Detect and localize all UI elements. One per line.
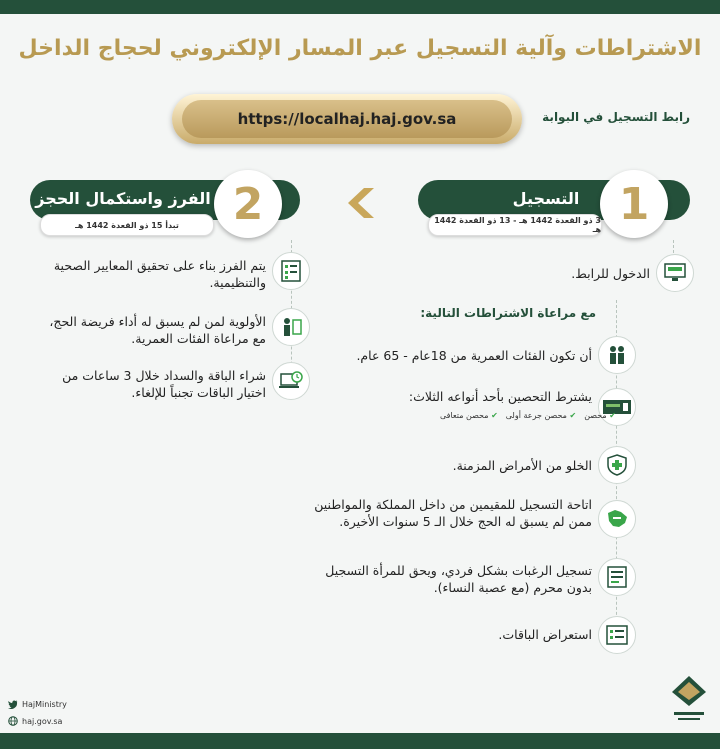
step1-number-circle: [600, 170, 668, 238]
vaccine-option: ✔ محصن جرعة أولى: [505, 411, 577, 420]
people-icon: [598, 336, 636, 374]
monitor-icon: [656, 254, 694, 292]
top-bar: [0, 0, 720, 14]
twitter-icon: [8, 700, 18, 709]
saudi-map-icon: [598, 500, 636, 538]
step1-item-login: الدخول للرابط.: [571, 266, 650, 281]
portal-label: رابط التسجيل في البوابة: [542, 110, 690, 124]
page-title: الاشتراطات وآلية التسجيل عبر المسار الإلكتروني لحجاج الداخل: [18, 36, 702, 61]
vaccine-options: [440, 411, 616, 420]
step1-item-preferences: تسجيل الرغبات بشكل فردي، ويحق للمرأة التسجيل بدون محرم (مع عصبة النساء).: [325, 563, 592, 595]
twitter-link[interactable]: [8, 700, 67, 709]
step2-item-sorting: يتم الفرز بناء على تحقيق المعايير الصحية والتنظيمية.: [53, 258, 266, 290]
checklist-icon: [272, 252, 310, 290]
website-link[interactable]: [8, 716, 62, 726]
vaccine-option-label: محصن متعافى: [440, 411, 489, 420]
website-url: haj.gov.sa: [22, 716, 63, 726]
vaccine-option-label: محصن جرعة أولى: [505, 411, 567, 420]
step1-item-age: أن تكون الفئات العمرية من 18عام - 65 عام.: [356, 348, 592, 363]
chevron-left-icon: [344, 186, 378, 220]
vaccine-option-label: محصن: [584, 411, 607, 420]
person-checklist-icon: [272, 308, 310, 346]
url-pill[interactable]: [172, 94, 522, 144]
step2-number: 2: [232, 178, 264, 230]
step2-title: الفرز واستكمال الحجز: [35, 189, 211, 208]
twitter-handle: HajMinistry: [22, 700, 67, 709]
globe-icon: [8, 716, 18, 726]
portal-url[interactable]: https://localhaj.haj.gov.sa: [237, 110, 457, 128]
step1-item-residents: اتاحة التسجيل للمقيمين من داخل المملكة والمواطنين ممن لم يسبق له الحج خلال الـ 5 سنوات الأخيرة.: [314, 497, 592, 529]
step1-dates: 3 ذو القعدة 1442 هـ - 13 ذو القعدة 1442 هـ: [428, 214, 602, 236]
form-icon: [598, 558, 636, 596]
conditions-heading: مع مراعاة الاشتراطات التالية:: [420, 306, 596, 320]
laptop-clock-icon: [272, 362, 310, 400]
vaccine-option: ✔ محصن متعافى: [440, 411, 498, 420]
url-inner: [182, 100, 512, 138]
bottom-bar: [0, 733, 720, 749]
step1-title: التسجيل: [512, 189, 580, 208]
packages-list-icon: [598, 616, 636, 654]
step2-item-payment: شراء الباقة والسداد خلال 3 ساعات من اختيار الباقات تجنباً للإلغاء.: [62, 368, 266, 400]
step1-number: 1: [618, 178, 650, 230]
step1-item-vaccine: يشترط التحصين بأحد أنواعه الثلاث:: [408, 389, 592, 404]
step2-dates: تبدأ 15 ذو القعدة 1442 هـ: [40, 214, 214, 236]
shield-icon: [598, 446, 636, 484]
ministry-logo-icon: [668, 672, 710, 732]
step1-item-packages: استعراض الباقات.: [498, 627, 592, 642]
vaccine-card-icon: [598, 388, 636, 426]
step2-item-priority: الأولوية لمن لم يسبق له أداء فريضة الحج، مع مراعاة الفئات العمرية.: [49, 314, 266, 346]
step2-number-circle: [214, 170, 282, 238]
step1-item-chronic: الخلو من الأمراض المزمنة.: [452, 458, 592, 473]
vaccine-option: ✔ محصن: [584, 411, 616, 420]
